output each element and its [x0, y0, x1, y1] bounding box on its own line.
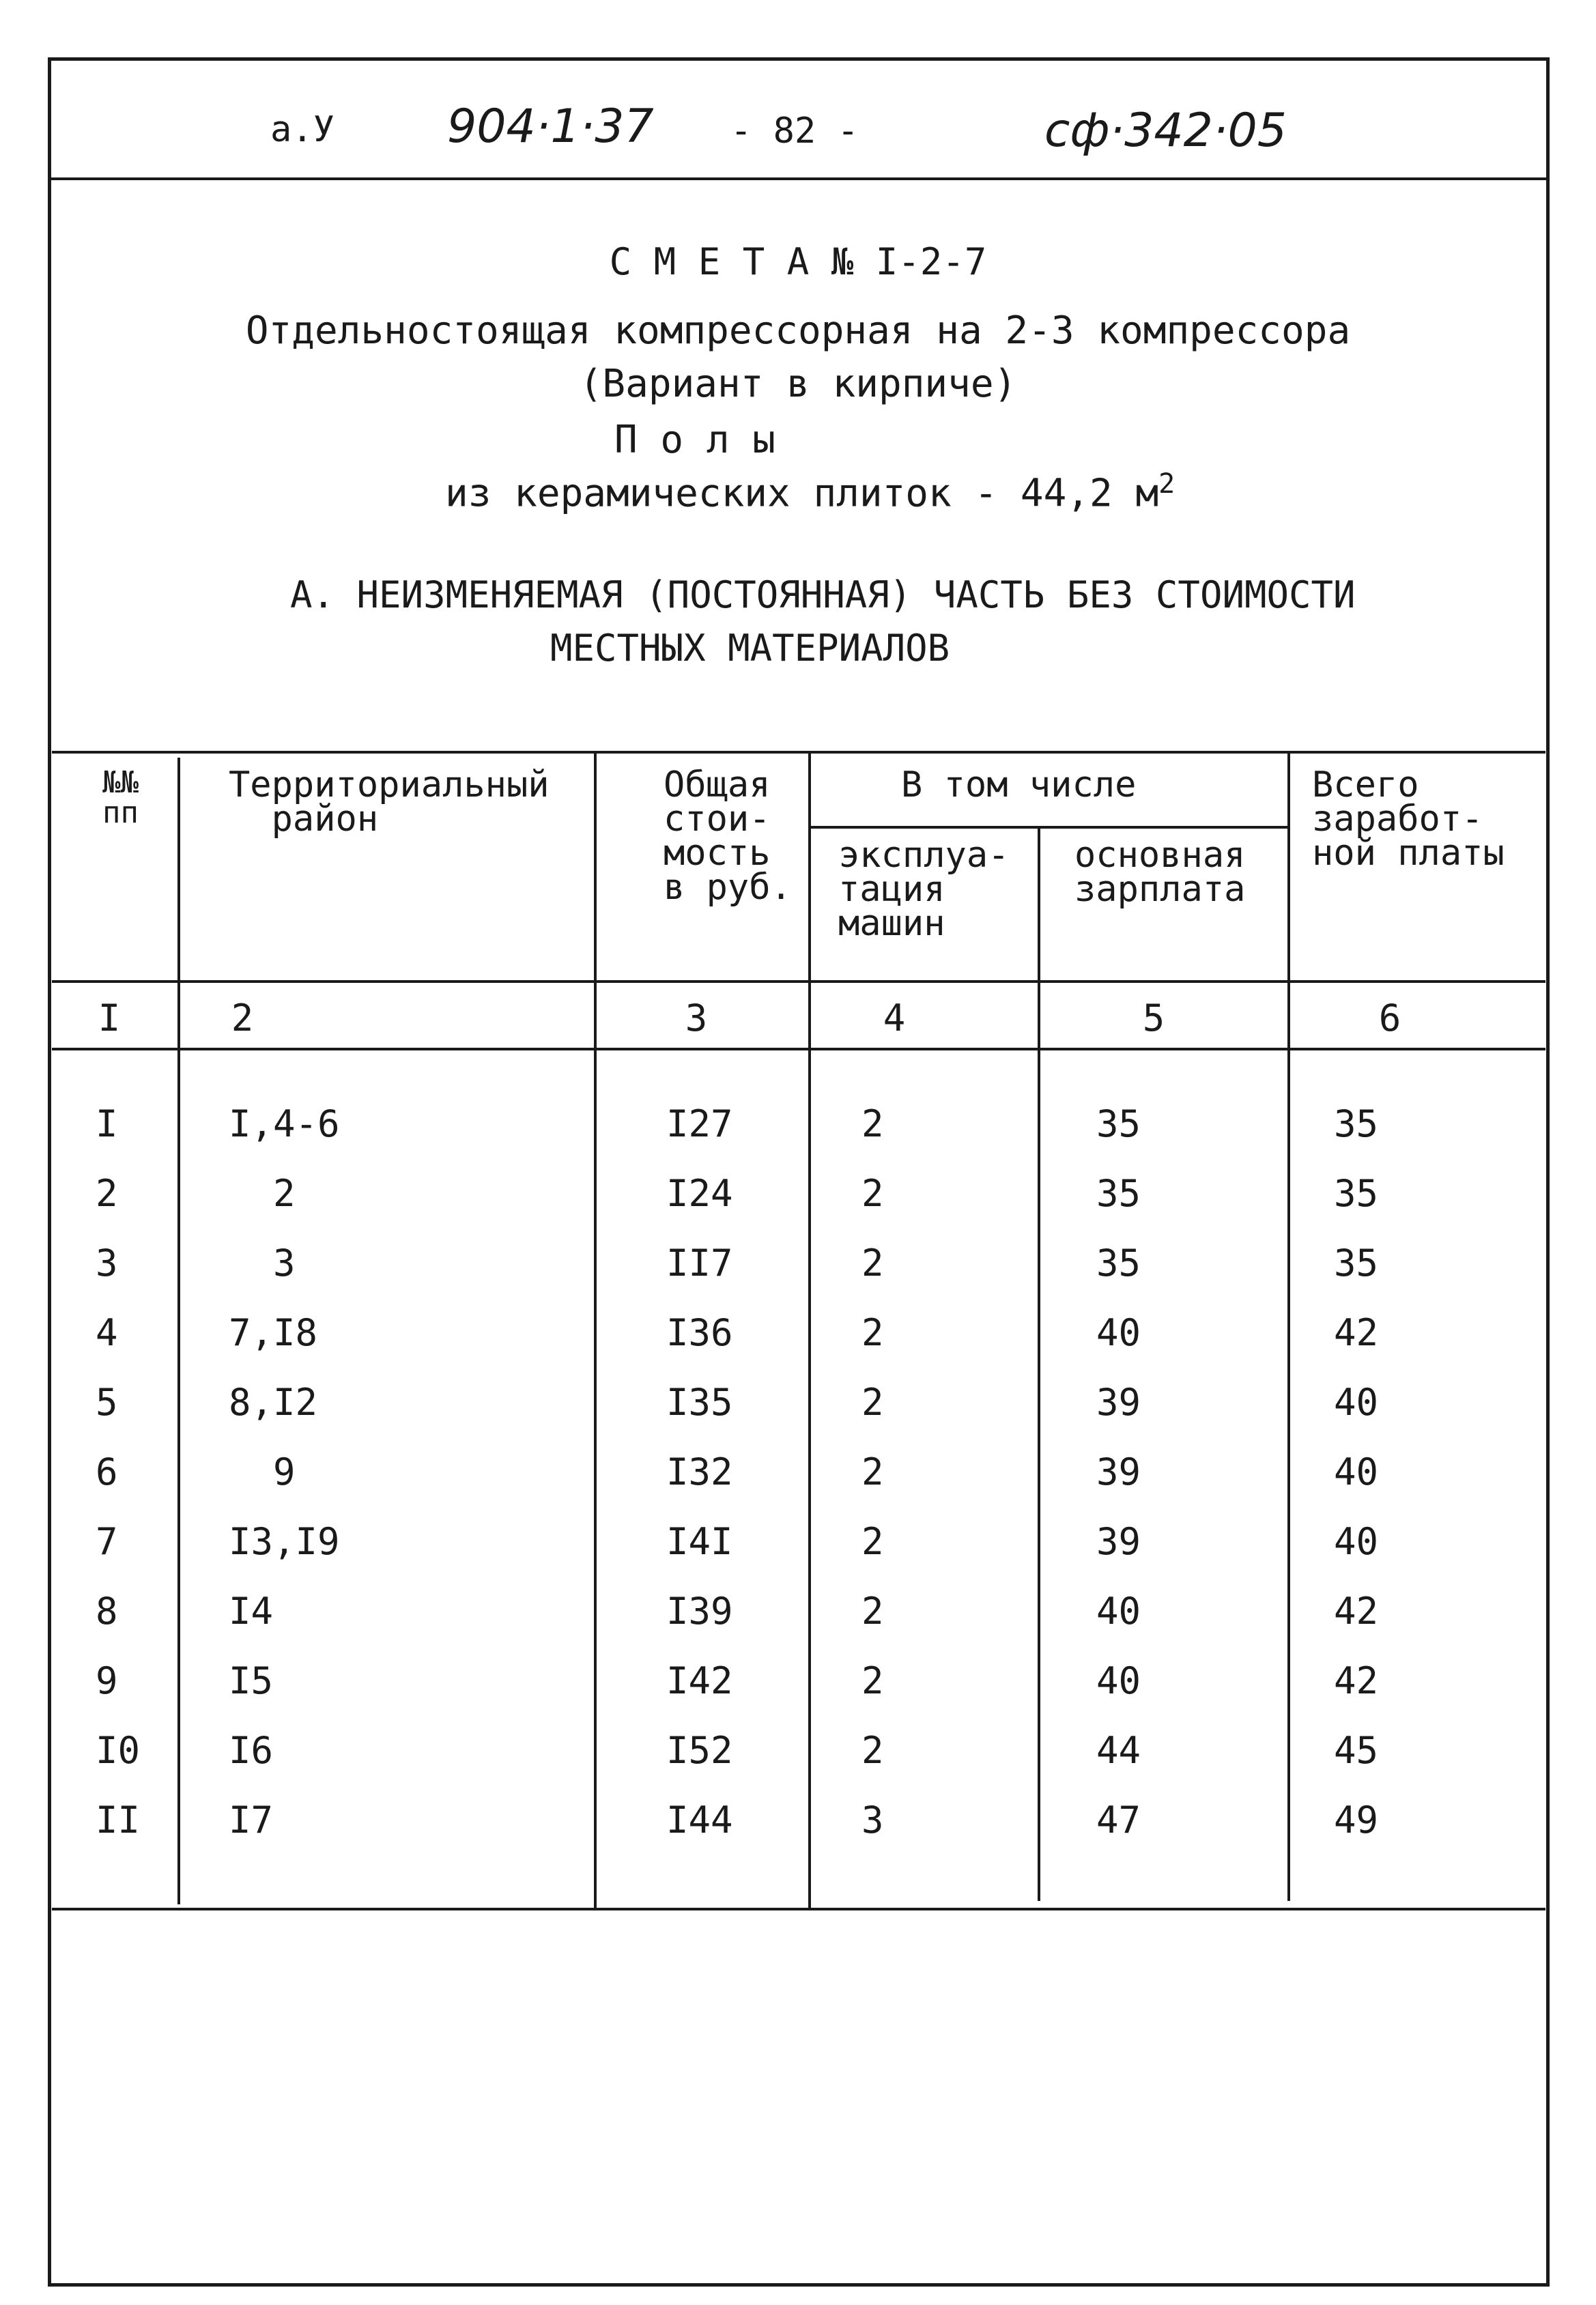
cell-salary: 40 — [1096, 1311, 1141, 1354]
cell-salary: 35 — [1096, 1172, 1141, 1215]
cell-number: 7 — [96, 1520, 118, 1563]
cell-total: II7 — [666, 1242, 733, 1285]
cell-machines: 2 — [861, 1590, 884, 1633]
cell-number: 3 — [96, 1242, 118, 1285]
col-header-salary: основная зарплата — [1074, 835, 1246, 910]
col-number-6: 6 — [1378, 997, 1401, 1040]
header-org: а.У — [270, 109, 334, 150]
cell-total: I52 — [666, 1729, 733, 1772]
cell-region: I7 — [229, 1799, 274, 1842]
col-header-region: Территориальный район — [229, 764, 550, 840]
cell-wages: 40 — [1334, 1520, 1379, 1563]
cell-number: 2 — [96, 1172, 118, 1215]
col-divider-2 — [594, 751, 597, 1909]
cell-total: I42 — [666, 1659, 733, 1702]
cell-machines: 2 — [861, 1450, 884, 1493]
cell-number: I0 — [96, 1729, 141, 1772]
col-header-wages: Всего заработ- ной платы — [1312, 764, 1505, 874]
cell-total: I44 — [666, 1799, 733, 1842]
col-header-machines: эксплуа- тация машин — [838, 835, 1010, 944]
cell-machines: 2 — [861, 1242, 884, 1285]
estimate-title: С М Е Т А № I-2-7 — [609, 240, 987, 283]
cell-wages: 49 — [1334, 1799, 1379, 1842]
cell-salary: 35 — [1096, 1242, 1141, 1285]
header-project: 904·1·37 — [447, 100, 654, 154]
group-divider — [810, 826, 1289, 829]
col-divider-5 — [1287, 751, 1290, 1901]
cell-total: I27 — [666, 1102, 733, 1145]
cell-wages: 40 — [1334, 1381, 1379, 1424]
cell-machines: 2 — [861, 1311, 884, 1354]
section-title-cont: МЕСТНЫХ МАТЕРИАЛОВ — [550, 627, 950, 670]
cell-salary: 39 — [1096, 1520, 1141, 1563]
header-divider — [48, 177, 1550, 180]
col-number-5: 5 — [1142, 997, 1165, 1040]
cell-region: 3 — [229, 1242, 296, 1285]
cell-salary: 40 — [1096, 1659, 1141, 1702]
cell-number: 4 — [96, 1311, 118, 1354]
object-title: Отдельностоящая компрессорная на 2-3 компрессора — [245, 309, 1351, 353]
col-number-1: I — [98, 997, 121, 1040]
cell-wages: 35 — [1334, 1242, 1379, 1285]
header-page: - 82 - — [730, 111, 859, 152]
numbers-bottom-border — [52, 1048, 1545, 1050]
col-divider-1 — [177, 758, 180, 1904]
cell-salary: 44 — [1096, 1729, 1141, 1772]
cell-wages: 35 — [1334, 1172, 1379, 1215]
cell-number: II — [96, 1799, 141, 1842]
cell-total: I4I — [666, 1520, 733, 1563]
cell-wages: 35 — [1334, 1102, 1379, 1145]
cell-salary: 39 — [1096, 1450, 1141, 1493]
header-sheet: сф·342·05 — [1044, 104, 1287, 158]
cell-region: I6 — [229, 1729, 274, 1772]
cell-salary: 40 — [1096, 1590, 1141, 1633]
col-header-number: №№ пп — [102, 765, 139, 830]
col-divider-3 — [808, 751, 811, 1909]
cell-region: I4 — [229, 1590, 274, 1633]
col-number-2: 2 — [231, 997, 254, 1040]
cell-machines: 3 — [861, 1799, 884, 1842]
cell-region: I,4-6 — [229, 1102, 340, 1145]
work-title: П о л ы — [614, 418, 776, 462]
cell-total: I35 — [666, 1381, 733, 1424]
cell-machines: 2 — [861, 1102, 884, 1145]
cell-salary: 47 — [1096, 1799, 1141, 1842]
cell-wages: 45 — [1334, 1729, 1379, 1772]
cell-number: I — [96, 1102, 118, 1145]
cell-machines: 2 — [861, 1520, 884, 1563]
cell-machines: 2 — [861, 1172, 884, 1215]
cell-wages: 42 — [1334, 1311, 1379, 1354]
cell-wages: 40 — [1334, 1450, 1379, 1493]
col-divider-4 — [1038, 826, 1040, 1901]
cell-number: 9 — [96, 1659, 118, 1702]
col-number-3: 3 — [685, 997, 708, 1040]
table-bottom-border — [52, 1908, 1545, 1910]
col-number-4: 4 — [883, 997, 906, 1040]
cell-machines: 2 — [861, 1381, 884, 1424]
cell-region: 8,I2 — [229, 1381, 318, 1424]
cell-number: 6 — [96, 1450, 118, 1493]
cell-wages: 42 — [1334, 1659, 1379, 1702]
cell-machines: 2 — [861, 1729, 884, 1772]
work-subtitle: из керамических плиток - 44,2 $м^2$ — [445, 468, 1175, 516]
cell-total: I39 — [666, 1590, 733, 1633]
col-header-total: Общая стои- мость в руб. — [664, 764, 792, 908]
cell-salary: 35 — [1096, 1102, 1141, 1145]
cell-total: I32 — [666, 1450, 733, 1493]
cell-region: I3,I9 — [229, 1520, 340, 1563]
cell-region: I5 — [229, 1659, 274, 1702]
variant-title: (Вариант в кирпиче) — [579, 362, 1017, 406]
cell-region: 7,I8 — [229, 1311, 318, 1354]
section-title: А. НЕИЗМЕНЯЕМАЯ (ПОСТОЯННАЯ) ЧАСТЬ БЕЗ СТОИМОСТИ — [290, 573, 1356, 616]
cell-total: I24 — [666, 1172, 733, 1215]
col-header-group: В том числе — [901, 764, 1137, 805]
cell-salary: 39 — [1096, 1381, 1141, 1424]
table-top-border — [52, 751, 1545, 754]
cell-total: I36 — [666, 1311, 733, 1354]
header-bottom-border — [52, 980, 1545, 983]
cell-wages: 42 — [1334, 1590, 1379, 1633]
cell-region: 2 — [229, 1172, 296, 1215]
cell-machines: 2 — [861, 1659, 884, 1702]
cell-number: 8 — [96, 1590, 118, 1633]
cell-region: 9 — [229, 1450, 296, 1493]
cell-number: 5 — [96, 1381, 118, 1424]
